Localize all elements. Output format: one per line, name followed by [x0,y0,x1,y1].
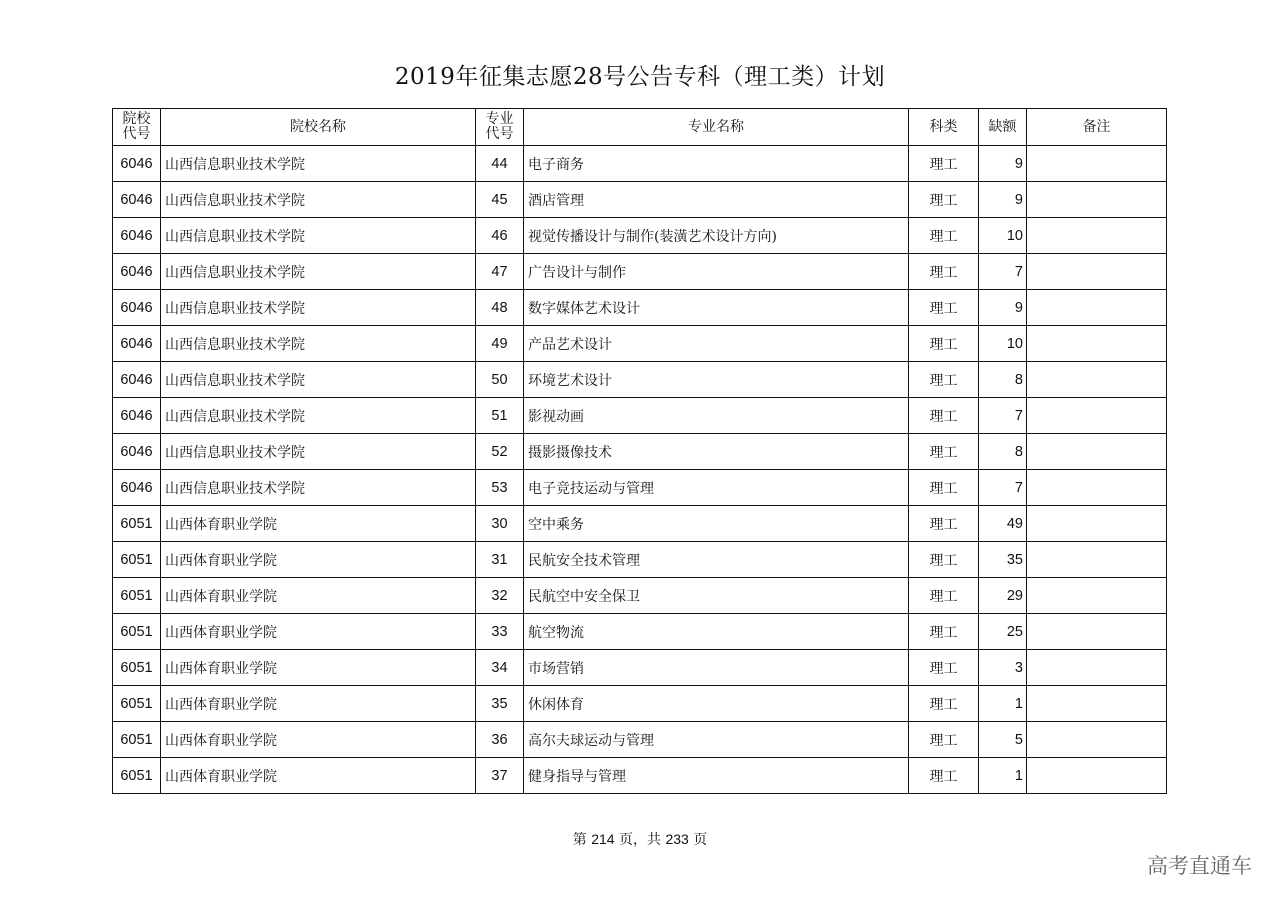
footer-middle: 页，共 [619,832,661,848]
cell-major-name: 空中乘务 [524,506,909,542]
table-row [113,254,1167,290]
table-row [113,614,1167,650]
cell-school-code: 6046 [113,362,161,398]
cell-category: 理工 [909,506,979,542]
cell-major-name: 电子竞技运动与管理 [524,470,909,506]
cell-major-code: 45 [476,182,524,218]
cell-school-name: 山西体育职业学院 [161,614,476,650]
cell-school-name: 山西体育职业学院 [161,578,476,614]
cell-quota: 10 [979,326,1027,362]
table-row [113,146,1167,182]
header-quota: 缺额 [979,109,1027,146]
cell-major-name: 数字媒体艺术设计 [524,290,909,326]
header-school-name: 院校名称 [161,109,476,146]
cell-category: 理工 [909,362,979,398]
cell-major-code: 32 [476,578,524,614]
cell-quota: 1 [979,686,1027,722]
cell-major-code: 50 [476,362,524,398]
cell-major-name: 市场营销 [524,650,909,686]
cell-category: 理工 [909,218,979,254]
cell-category: 理工 [909,686,979,722]
cell-school-code: 6051 [113,686,161,722]
cell-category: 理工 [909,254,979,290]
cell-major-code: 48 [476,290,524,326]
cell-category: 理工 [909,542,979,578]
cell-quota: 29 [979,578,1027,614]
cell-major-name: 民航安全技术管理 [524,542,909,578]
cell-major-code: 36 [476,722,524,758]
cell-remark [1027,470,1167,506]
watermark: 高考直通车 [1147,854,1252,878]
table-row [113,722,1167,758]
cell-remark [1027,434,1167,470]
cell-school-name: 山西体育职业学院 [161,686,476,722]
cell-remark [1027,254,1167,290]
cell-quota: 35 [979,542,1027,578]
cell-major-name: 航空物流 [524,614,909,650]
cell-quota: 8 [979,362,1027,398]
cell-school-code: 6046 [113,182,161,218]
table-row [113,362,1167,398]
cell-school-name: 山西体育职业学院 [161,722,476,758]
cell-major-code: 34 [476,650,524,686]
cell-remark [1027,398,1167,434]
cell-category: 理工 [909,398,979,434]
cell-quota: 3 [979,650,1027,686]
footer-prefix: 第 [572,832,587,848]
page-title: 2019年征集志愿28号公告专科（理工类）计划 [394,64,886,90]
page-footer [0,829,1280,849]
cell-school-name: 山西信息职业技术学院 [161,470,476,506]
cell-category: 理工 [909,470,979,506]
cell-remark [1027,290,1167,326]
cell-remark [1027,722,1167,758]
header-major-name: 专业名称 [524,109,909,146]
cell-remark [1027,326,1167,362]
cell-school-code: 6051 [113,578,161,614]
cell-category: 理工 [909,650,979,686]
cell-category: 理工 [909,290,979,326]
current-page-number: 214 [591,831,615,847]
cell-school-name: 山西信息职业技术学院 [161,254,476,290]
cell-major-name: 摄影摄像技术 [524,434,909,470]
total-pages-number: 233 [665,831,689,847]
cell-major-name: 产品艺术设计 [524,326,909,362]
cell-major-code: 31 [476,542,524,578]
cell-major-code: 47 [476,254,524,290]
plan-table [112,108,1167,794]
cell-school-name: 山西信息职业技术学院 [161,398,476,434]
cell-remark [1027,146,1167,182]
cell-major-code: 46 [476,218,524,254]
cell-school-name: 山西信息职业技术学院 [161,434,476,470]
cell-school-name: 山西信息职业技术学院 [161,326,476,362]
table-row [113,686,1167,722]
cell-major-name: 视觉传播设计与制作(装潢艺术设计方向) [524,218,909,254]
table-row [113,758,1167,794]
cell-quota: 9 [979,290,1027,326]
table-row [113,398,1167,434]
cell-major-name: 影视动画 [524,398,909,434]
cell-school-code: 6046 [113,146,161,182]
table-row [113,182,1167,218]
cell-major-name: 休闲体育 [524,686,909,722]
cell-remark [1027,182,1167,218]
cell-major-name: 高尔夫球运动与管理 [524,722,909,758]
footer-suffix: 页 [693,832,708,848]
cell-major-name: 酒店管理 [524,182,909,218]
cell-remark [1027,686,1167,722]
header-major-code: 专业 代号 [476,109,524,146]
cell-remark [1027,362,1167,398]
table-row [113,650,1167,686]
cell-category: 理工 [909,146,979,182]
cell-major-code: 37 [476,758,524,794]
cell-school-code: 6046 [113,290,161,326]
cell-school-name: 山西信息职业技术学院 [161,290,476,326]
cell-major-name: 环境艺术设计 [524,362,909,398]
cell-school-code: 6051 [113,650,161,686]
cell-category: 理工 [909,722,979,758]
cell-category: 理工 [909,578,979,614]
table-row [113,218,1167,254]
cell-category: 理工 [909,182,979,218]
cell-major-name: 广告设计与制作 [524,254,909,290]
table-row [113,434,1167,470]
cell-category: 理工 [909,614,979,650]
cell-school-code: 6046 [113,254,161,290]
cell-school-name: 山西体育职业学院 [161,758,476,794]
cell-school-code: 6046 [113,470,161,506]
cell-school-code: 6046 [113,218,161,254]
cell-quota: 10 [979,218,1027,254]
cell-remark [1027,650,1167,686]
cell-remark [1027,542,1167,578]
cell-major-name: 健身指导与管理 [524,758,909,794]
cell-quota: 9 [979,182,1027,218]
cell-major-code: 35 [476,686,524,722]
cell-school-name: 山西信息职业技术学院 [161,218,476,254]
header-category: 科类 [909,109,979,146]
cell-quota: 25 [979,614,1027,650]
cell-quota: 7 [979,398,1027,434]
cell-category: 理工 [909,758,979,794]
cell-school-code: 6051 [113,542,161,578]
cell-school-name: 山西信息职业技术学院 [161,146,476,182]
cell-quota: 5 [979,722,1027,758]
cell-remark [1027,578,1167,614]
cell-quota: 7 [979,470,1027,506]
cell-quota: 8 [979,434,1027,470]
cell-remark [1027,506,1167,542]
cell-quota: 9 [979,146,1027,182]
table-header-row [113,109,1167,146]
cell-remark [1027,218,1167,254]
table-row [113,542,1167,578]
cell-school-code: 6046 [113,434,161,470]
cell-major-code: 44 [476,146,524,182]
cell-school-name: 山西信息职业技术学院 [161,182,476,218]
cell-remark [1027,614,1167,650]
cell-school-code: 6046 [113,326,161,362]
cell-quota: 1 [979,758,1027,794]
cell-major-code: 52 [476,434,524,470]
cell-school-code: 6051 [113,506,161,542]
cell-school-code: 6051 [113,758,161,794]
cell-major-code: 51 [476,398,524,434]
cell-school-name: 山西体育职业学院 [161,506,476,542]
cell-category: 理工 [909,434,979,470]
cell-school-name: 山西信息职业技术学院 [161,362,476,398]
table-row [113,578,1167,614]
cell-school-name: 山西体育职业学院 [161,650,476,686]
table-row [113,290,1167,326]
cell-major-code: 53 [476,470,524,506]
table-body [113,146,1167,794]
cell-quota: 7 [979,254,1027,290]
table-row [113,326,1167,362]
cell-major-code: 49 [476,326,524,362]
header-remark: 备注 [1027,109,1167,146]
cell-major-name: 民航空中安全保卫 [524,578,909,614]
cell-quota: 49 [979,506,1027,542]
cell-school-code: 6046 [113,398,161,434]
table-row [113,506,1167,542]
header-school-code: 院校 代号 [113,109,161,146]
cell-school-code: 6051 [113,614,161,650]
cell-major-code: 33 [476,614,524,650]
cell-remark [1027,758,1167,794]
cell-major-code: 30 [476,506,524,542]
cell-school-name: 山西体育职业学院 [161,542,476,578]
cell-category: 理工 [909,326,979,362]
table-row [113,470,1167,506]
cell-major-name: 电子商务 [524,146,909,182]
cell-school-code: 6051 [113,722,161,758]
